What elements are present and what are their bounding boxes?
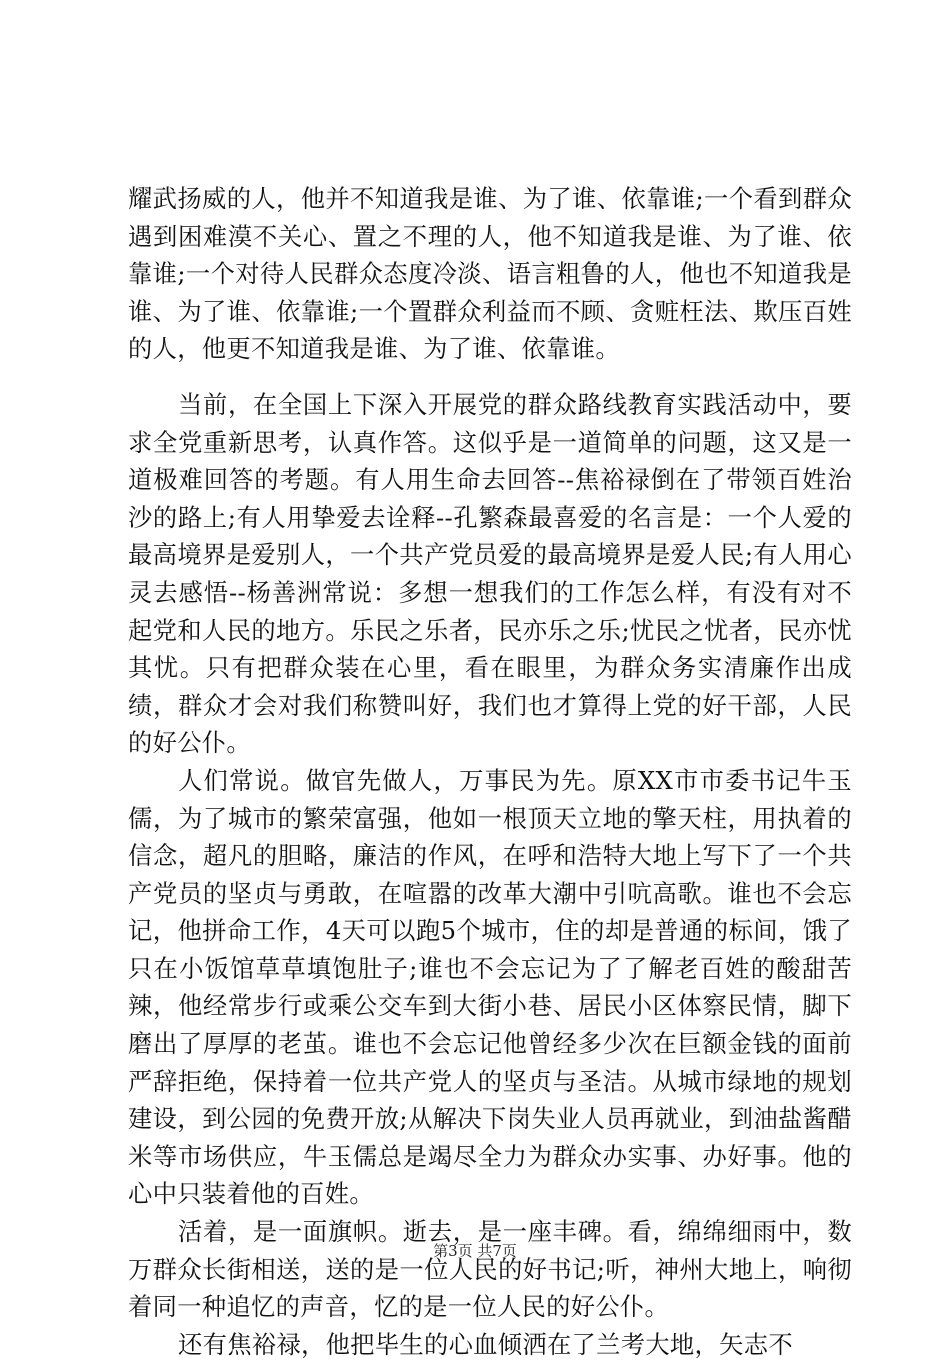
paragraph-3: 人们常说。做官先做人，万事民为先。原XX市市委书记牛玉儒，为了城市的繁荣富强，他如一根顶天立地的擎天柱，用执着的信念，超凡的胆略，廉洁的作风，在呼和浩特大地上写下了一个共产党员的坚贞与勇敢，在喧嚣的改革大潮中引吭高歌。谁也不会忘记，他拼命工作，4天可以跑5个城市，住的却是普通的标间，饿了只在小饭馆草草填饱肚子;谁也不会忘记为了了解老百姓的酸甜苦辣，他经常步行或乘公交车到大街小巷、居民小区体察民情，脚下磨出了厚厚的老茧。谁也不会忘记他曾经多少次在巨额金钱的面前严辞拒绝，保持着一位共产党人的坚贞与圣洁。从城市绿地的规划建设，到公园的免费开放;从解决下岗失业人员再就业，到油盐酱醋米等市场供应，牛玉儒总是竭尽全力为群众办实事、办好事。他的心中只装着他的百姓。: [128, 765, 852, 1209]
paragraph-5: 还有焦裕禄，他把毕生的心血倾洒在了兰考大地，矢志不: [178, 1329, 793, 1359]
document-body: [128, 180, 852, 1363]
paragraph-2: 当前，在全国上下深入开展党的群众路线教育实践活动中，要求全党重新思考，认真作答。这似乎是一道简单的问题，这又是一道极难回答的考题。有人用生命去回答--焦裕禄倒在了带领百姓治沙的路上;有人用挚爱去诠释--孔繁森最喜爱的名言是：一个人爱的最高境界是爱别人，一个共产党员爱的最高境界是爱人民;有人用心灵去感悟--杨善洲常说：多想一想我们的工作怎么样，有没有对不起党和人民的地方。乐民之乐者，民亦乐之乐;忧民之忧者，民亦忧其忧。只有把群众装在心里，看在眼里，为群众务实清廉作出成绩，群众才会对我们称赞叫好，我们也才算得上党的好干部，人民的好公仆。: [128, 389, 852, 758]
paragraph-1: 耀武扬威的人，他并不知道我是谁、为了谁、依靠谁;一个看到群众遇到困难漠不关心、置之不理的人，他不知道我是谁、为了谁、依靠谁;一个对待人民群众态度冷淡、语言粗鲁的人，他也不知道我是谁、为了谁、依靠谁;一个置群众利益而不顾、贪赃枉法、欺压百姓的人，他更不知道我是谁、为了谁、依靠谁。: [128, 184, 852, 364]
page-number-footer: 第3页 共7页: [433, 1242, 517, 1260]
paragraph-4: 活着，是一面旗帜。逝去，是一座丰碑。看，绵绵细雨中，数万群众长街相送，送的是一位人民的好书记;听，神州大地上，响彻着同一种追忆的声音，忆的是一位人民的好公仆。: [128, 1217, 852, 1322]
